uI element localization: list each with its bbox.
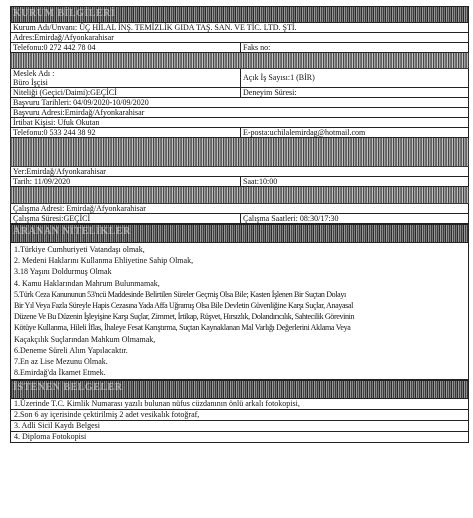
documents-section-title: İSTENEN BELGELER [13, 382, 123, 394]
exam-date: Tarih: 11/09/2020 [13, 177, 71, 186]
employer-address-row [10, 33, 469, 43]
work-hours: Çalışma Saatleri: 08:30/17:30 [240, 214, 468, 223]
list-item: Kötüye Kullanma, Hileli İflas, İhaleye Fesat Karıştırma, Suçtan Kaynaklanan Mal Varlığı Değerlerini Aklama Veya [14, 323, 351, 333]
document-item: 1.Üzerinde T.C. Kimlik Numarası yazılı bulunan nüfus cüzdanının önlü arkalı fotokopisi, [10, 399, 469, 410]
list-item: 8.Emirdağ'da İkamet Etmek. [14, 368, 106, 378]
list-item: Düzene Ve Bu Düzenin İşleyişine Karşı Suçlar, Zimmet, İrtikap, Rüşvet, Hırsızlık, Dolandırıcılık, Sahtecilik Görevinin [14, 312, 355, 322]
list-item: 7.En az Lise Mezunu Olmak. [14, 357, 108, 367]
employer-name-value: ÜÇ HİLAL İNŞ. TEMİZLİK GIDA TAŞ. SAN. VE TİC. LTD. ŞTİ. [79, 23, 297, 32]
exam-place: Yer:Emirdağ/Afyonkarahisar [13, 167, 106, 176]
contact-email: E-posta:uchilalemirdag@hotmail.com [240, 128, 468, 137]
job-type: Niteliği (Geçici/Daimi):GEÇİCİ [13, 88, 117, 97]
document-item: 3. Adli Sicil Kaydı Belgesi [10, 421, 469, 432]
employer-section-title: KURUM BİLGİLERİ [13, 8, 116, 19]
list-item: 5.Türk Ceza Kanununun 53'ncü Maddesinde Belirtilen Süreler Geçmiş Olsa Bile; Kasten İşlenen Bir Suçtan Dolayı [14, 289, 346, 299]
work-duration-row [10, 214, 469, 224]
vacancy-count: Açık İş Sayısı:1 (BİR) [240, 69, 468, 87]
work-duration: Çalışma Süresi:GEÇİCİ [13, 214, 91, 223]
application-dates-row [10, 98, 469, 108]
exam-time: Saat:10:00 [240, 177, 468, 186]
list-item: Kaçakçılık Suçlarından Mahkum Olmamak, [14, 334, 156, 344]
contact-phone-row [10, 128, 469, 138]
list-item: 1.Türkiye Cumhuriyeti Vatandaşı olmak, [14, 245, 145, 254]
work-section-header [10, 187, 469, 204]
list-item: 6.Deneme Süreli Alım Yapılacaktır. [14, 345, 128, 355]
employer-name-label: Kurum Adı/Unvanı: [13, 23, 78, 32]
exam-section-header [10, 138, 469, 167]
experience: Deneyim Süresi: [240, 88, 468, 97]
employer-address: Adres:Emirdağ/Afyonkarahisar [13, 33, 114, 42]
employer-fax: Faks no: [240, 43, 468, 52]
document-item: 2.Son 6 ay içerisinde çektirilmiş 2 adet vesikalık fotoğraf, [10, 410, 469, 421]
profession-row [10, 69, 469, 88]
application-dates: Başvuru Tarihleri: 04/09/2020-10/09/2020 [13, 98, 149, 107]
profession-label: Meslek Adı : [13, 69, 55, 78]
work-address: Çalışma Adresi: Emirdağ/Afyonkarahisar [13, 204, 146, 213]
document-item: 4. Diploma Fotokopisi [10, 432, 469, 443]
job-type-row [10, 88, 469, 98]
profession-value: Büro İşçisi [13, 78, 48, 87]
exam-date-row [10, 177, 469, 187]
requirements-section-title: ARANAN NİTELİKLER [13, 226, 131, 237]
list-item: 3.18 Yaşını Doldurmuş Olmak [14, 267, 112, 277]
work-address-row [10, 204, 469, 214]
employer-phone-row [10, 43, 469, 53]
contact-phone: Telefonu:0 533 244 38 92 [13, 128, 96, 137]
list-item: 4. Kamu Haklarından Mahrum Bulunmamak, [14, 278, 160, 288]
list-item: Bir Yıl Veya Fazla Süreyle Hapis Cezasına Yada Affa Uğramış Olsa Bile Devletin Güvenliğine Karşı Suçlar, Anayasal [14, 301, 354, 311]
documents-section-header [10, 380, 469, 399]
application-address: Başvuru Adresi:Emirdağ/Afyonkarahisar [13, 108, 145, 117]
requirements-section-header [10, 224, 469, 243]
exam-place-row [10, 167, 469, 177]
job-posting-document [10, 6, 469, 443]
employer-name-row [10, 23, 469, 33]
contact-row [10, 118, 469, 128]
contact-person: İrtibat Kişisi: Ufuk Okutan [13, 118, 100, 127]
application-address-row [10, 108, 469, 118]
job-section-header [10, 53, 469, 69]
employer-phone: Telefonu:0 272 442 78 04 [13, 43, 96, 52]
requirements-list [10, 243, 469, 380]
employer-section-header [10, 6, 469, 23]
list-item: 2. Medeni Haklarını Kullanma Ehliyetine Sahip Olmak, [14, 256, 194, 266]
